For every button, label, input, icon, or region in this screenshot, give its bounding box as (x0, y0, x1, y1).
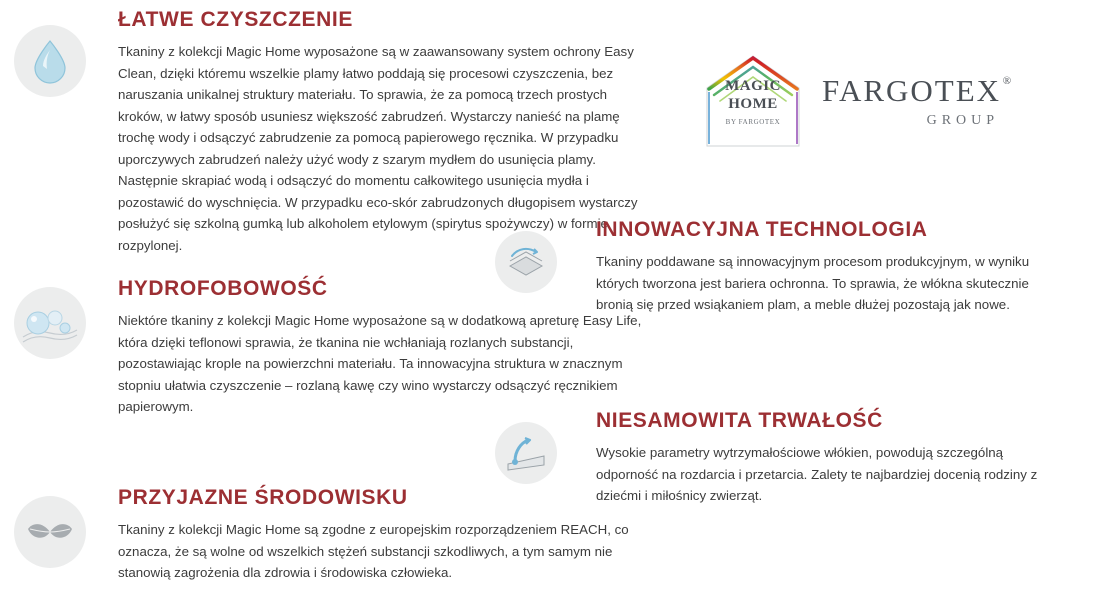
brand-name: FARGOTEX (822, 72, 1002, 108)
fargotex-wordmark (822, 72, 1014, 128)
magic-home-badge (700, 48, 806, 154)
leaves-icon (14, 496, 86, 568)
badge-line-by: BY FARGOTEX (725, 118, 781, 126)
section-hydrophobicity (118, 277, 648, 418)
section-heading: PRZYJAZNE ŚRODOWISKU (118, 486, 408, 509)
section-heading: NIESAMOWITA TRWAŁOŚĆ (596, 409, 883, 432)
section-heading: INNOWACYJNA TECHNOLOGIA (596, 218, 928, 241)
fargotex-logo (700, 48, 1014, 154)
badge-line-magic: MAGIC (725, 78, 781, 94)
water-drop-icon (14, 25, 86, 97)
section-body: Niektóre tkaniny z kolekcji Magic Home wyposażone są w dodatkową apreturę Easy Life, która dzięki teflonowi sprawia, że tkanina nie wchłaniają rozlanych substancji, pozostawiając krople na powierzchni materiału. Ta innowacyjna struktura w znacznym stopniu ułatwia czyszczenie – rozlaną kawę czy wino wystarczy odsączyć ręcznikiem papierowym. (118, 313, 642, 415)
section-eco-friendly (118, 486, 648, 584)
section-heading: ŁATWE CZYSZCZENIE (118, 8, 353, 31)
section-durability (596, 409, 1066, 507)
section-body: Tkaniny z kolekcji Magic Home wyposażone są w zaawansowany system ochrony Easy Clean, dzięki któremu wszelkie plamy łatwo poddają się procesowi czyszczenia, bez naruszania unikalnej struktury materiału. To sprawia, że za pomocą trzech prostych kroków, w łatwy sposób usuniesz większość zabrudzeń. Wystarczy nanieść na plamę trochę wody i odsączyć zabrudzenie za pomocą papierowego ręcznika. W przypadku uporczywych zabrudzeń należy użyć wody z szarym mydłem do usunięcia plamy. Następnie skrapiać wodą i odsączyć do momentu całkowitego usunięcia mydła i pozostawić do wyschnięcia. W przypadku eco-skór zabrudzonych długopisem wystarczy posłużyć się szkolną gumką lub alkoholem etylowym (spirytus spożywczy) w formie rozpylonej. (118, 44, 638, 253)
section-body: Tkaniny z kolekcji Magic Home są zgodne z europejskim rozporządzeniem REACH, co oznacza, że są wolne od wszelkich stężeń substancji szkodliwych, a tym samym nie stanowią zagrożenia dla zdrowia i środowiska człowieka. (118, 522, 629, 581)
section-body: Wysokie parametry wytrzymałościowe włókien, powodują szczególną odporność na rozdarcia i przetarcia. Zalety te najbardziej docenią rodziny z dziećmi i miłośnicy zwierząt. (596, 445, 1038, 504)
brand-group: GROUP (926, 112, 1000, 128)
abrasion-test-icon (495, 422, 557, 484)
section-innovative-technology (596, 218, 1066, 316)
badge-line-home: HOME (728, 96, 778, 112)
registered-mark: ® (1002, 74, 1014, 87)
droplets-on-surface-icon (14, 287, 86, 359)
section-body: Tkaniny poddawane są innowacyjnym procesom produkcyjnym, w wyniku których tworzona jest bariera ochronna. To sprawia, że włókna skutecznie bronią się przed wsiąkaniem plam, a meble dłużej pozostają jak nowe. (596, 254, 1030, 313)
section-easy-clean (118, 8, 648, 256)
section-heading: HYDROFOBOWOŚĆ (118, 277, 328, 300)
